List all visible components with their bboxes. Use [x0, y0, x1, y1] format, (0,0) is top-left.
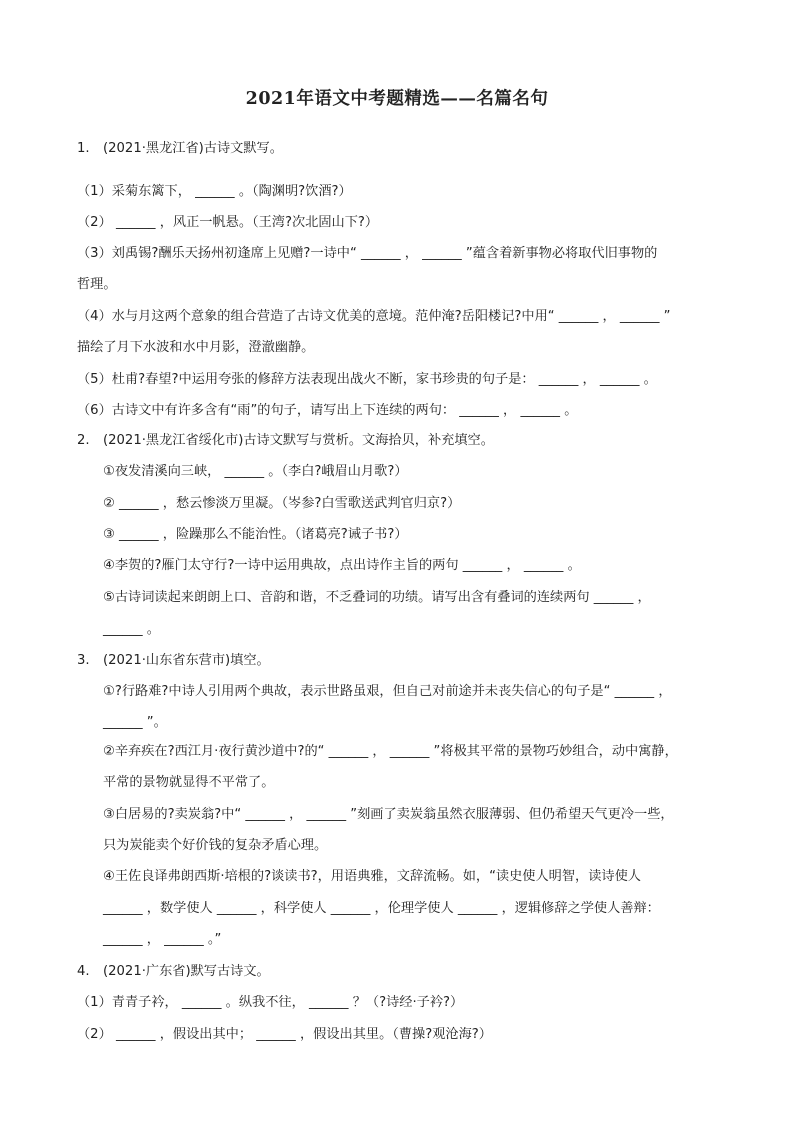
question-line: ①夜发清溪向三峡， ______ 。（李白?峨眉山月歌?）	[103, 464, 408, 479]
question-line: （2） ______ ，假设出其中； ______ ，假设出其里。（曹操?观沧海?）	[77, 1027, 492, 1042]
question-line: ③ ______ ，险躁那么不能治性。（诸葛亮?诫子书?）	[103, 527, 408, 542]
question-line: 描绘了月下水波和水中月影，澄澈幽静。	[77, 340, 315, 355]
page-title: 2021年语文中考题精选——名篇名句	[245, 89, 549, 109]
question-line: （3）刘禹锡?酬乐天扬州初逢席上见赠?一诗中“ ______ ， ______ ”蕴含着新事物必将取代旧事物的	[77, 246, 658, 261]
question-stem: (2021·广东省)默写古诗文。	[103, 964, 270, 979]
question-line: ⑤古诗词读起来朗朗上口、音韵和谐，不乏叠词的功绩。请写出含有叠词的连续两句 ______ ，	[103, 590, 651, 605]
question-line: （1）采菊东篱下， ______ 。（陶渊明?饮酒?）	[77, 184, 352, 199]
question-line: （1）青青子衿， ______ 。纵我不往， ______ ？（?诗经·子衿?）	[77, 995, 464, 1010]
question-number: 3.	[77, 653, 90, 668]
question-line: ④王佐良译弗朗西斯·培根的?谈读书?，用语典雅，文辞流畅。如，“读史使人明智，读诗使人	[103, 869, 641, 884]
question-line: （2） ______ ，风正一帆悬。（王湾?次北固山下?）	[77, 215, 379, 230]
question-stem: (2021·黑龙江省)古诗文默写。	[103, 141, 283, 156]
question-number: 4.	[77, 964, 90, 979]
question-line: ______ ，数学使人 ______ ，科学使人 ______ ，伦理学使人 ______ ，逻辑修辞之学使人善辩：	[103, 901, 660, 916]
question-line: ② ______ ，愁云惨淡万里凝。（岑参?白雪歌送武判官归京?）	[103, 496, 461, 511]
question-line: 只为炭能卖个好价钱的复杂矛盾心理。	[103, 838, 328, 853]
question-line: 平常的景物就显得不平常了。	[103, 775, 275, 790]
question-line: 哲理。	[77, 277, 117, 292]
question-line: ______ ， ______ 。”	[103, 932, 222, 947]
question-line: ①?行路难?中诗人引用两个典故，表示世路虽艰，但自己对前途并未丧失信心的句子是“ ______ ，	[103, 684, 672, 699]
question-number: 1.	[77, 141, 90, 156]
question-line: ______ 。	[103, 622, 160, 637]
question-line: （5）杜甫?春望?中运用夸张的修辞方法表现出战火不断，家书珍贵的句子是： ______ ， ______ 。	[77, 372, 657, 387]
question-line: （6）古诗文中有许多含有“雨”的句子，请写出上下连续的两句： ______ ， ______ 。	[77, 403, 578, 418]
question-stem: (2021·黑龙江省绥化市)古诗文默写与赏析。文海拾贝，补充填空。	[103, 433, 494, 448]
question-line: ④李贺的?雁门太守行?一诗中运用典故，点出诗作主旨的两句 ______ ， ______ 。	[103, 558, 581, 573]
question-number: 2.	[77, 433, 90, 448]
question-line: ③白居易的?卖炭翁?中“ ______ ， ______ ”刻画了卖炭翁虽然衣服薄弱、但仍希望天气更冷一些，	[103, 807, 674, 822]
question-line: ②辛弃疾在?西江月·夜行黄沙道中?的“ ______ ， ______ ”将极其平常的景物巧妙组合，动中寓静，	[103, 744, 678, 759]
question-line: （4）水与月这两个意象的组合营造了古诗文优美的意境。范仲淹?岳阳楼记?中用“ ______ ， ______ ”	[77, 309, 671, 324]
question-stem: (2021·山东省东营市)填空。	[103, 653, 270, 668]
question-line: ______ ”。	[103, 715, 167, 730]
